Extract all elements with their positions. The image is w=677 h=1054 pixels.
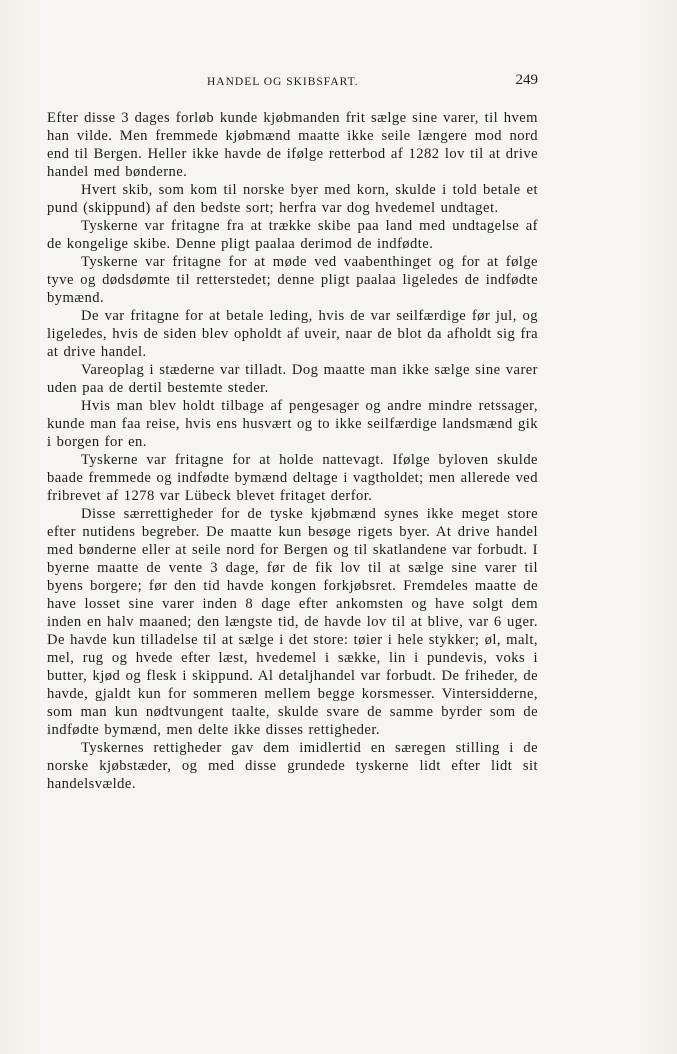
paragraph: Disse særrettigheder for de tyske kjøbmænd synes ikke meget store efter nutidens begreber. De maatte kun besøge rigets byer. At drive handel med bønderne eller at seile nord for Bergen og til skatlandene var forbudt. I byerne maatte de vente 3 dage, før de fik lov til at sælge sine varer til byens borgere; før den tid havde kongen forkjøbsret. Fremdeles maatte de have losset sine varer inden 8 dage efter ankomsten og have solgt dem inden en halv maaned; den længste tid, de havde lov til at blive, var 6 uger. De havde kun tilladelse til at sælge i det store: tøier i hele stykker; øl, malt, mel, rug og hvede efter læst, hvedemel i sække, lin i pundevis, voks i butter, kjød og flesk i skippund. Al detaljhandel var forbudt. De friheder, de havde, gjaldt kun for sommeren mellem begge korsmesser. Vintersidderne, som man kun nødtvungent taalte, skulde svare de samme byrder som de indfødte bymænd, men delte ikke disses rettigheder. — [47, 506, 538, 738]
paragraph: Vareoplag i stæderne var tilladt. Dog maatte man ikke sælge sine varer uden paa de dertil bestemte steder. — [47, 362, 538, 396]
page-header — [47, 72, 538, 92]
paragraph: Hvert skib, som kom til norske byer med korn, skulde i told betale et pund (skippund) af den bedste sort; herfra var dog hvedemel undtaget. — [47, 182, 538, 216]
paragraph: De var fritagne for at betale leding, hvis de var seilfærdige før jul, og ligeledes, hvis de siden blev opholdt af uveir, naar de blot da afholdt sig fra at drive handel. — [47, 308, 538, 360]
paragraph: Tyskerne var fritagne for at holde nattevagt. Ifølge byloven skulde baade fremmede og indfødte bymænd deltage i vagtholdet; men allerede ved fribrevet af 1278 var Lübeck blevet fritaget derfor. — [47, 452, 538, 504]
paragraph: Tyskerne var fritagne for at møde ved vaabenthinget og for at følge tyve og dødsdømte til retterstedet; denne pligt paalaa ligeledes de indfødte bymænd. — [47, 254, 538, 306]
paragraph: Tyskerne var fritagne fra at trække skibe paa land med undtagelse af de kongelige skibe. Denne pligt paalaa derimod de indfødte. — [47, 218, 538, 252]
paragraph: Tyskernes rettigheder gav dem imidlertid en særegen stilling i de norske kjøbstæder, og med disse grundede tyskerne lidt efter lidt sit handelsvælde. — [47, 740, 538, 792]
running-title: HANDEL OG SKIBSFART. — [207, 76, 359, 88]
paragraph: Hvis man blev holdt tilbage af pengesager og andre mindre retssager, kunde man faa reise, hvis ens husvært og to ikke seilfærdige landsmænd gik i borgen for en. — [47, 398, 538, 450]
paragraph: Efter disse 3 dages forløb kunde kjøbmanden frit sælge sine varer, til hvem han vilde. Men fremmede kjøbmænd maatte ikke seile længere mod nord end til Bergen. Heller ikke havde de ifølge retterbod af 1282 lov til at drive handel med bønderne. — [47, 110, 538, 180]
page-number: 249 — [515, 72, 538, 88]
body-text — [47, 109, 538, 793]
